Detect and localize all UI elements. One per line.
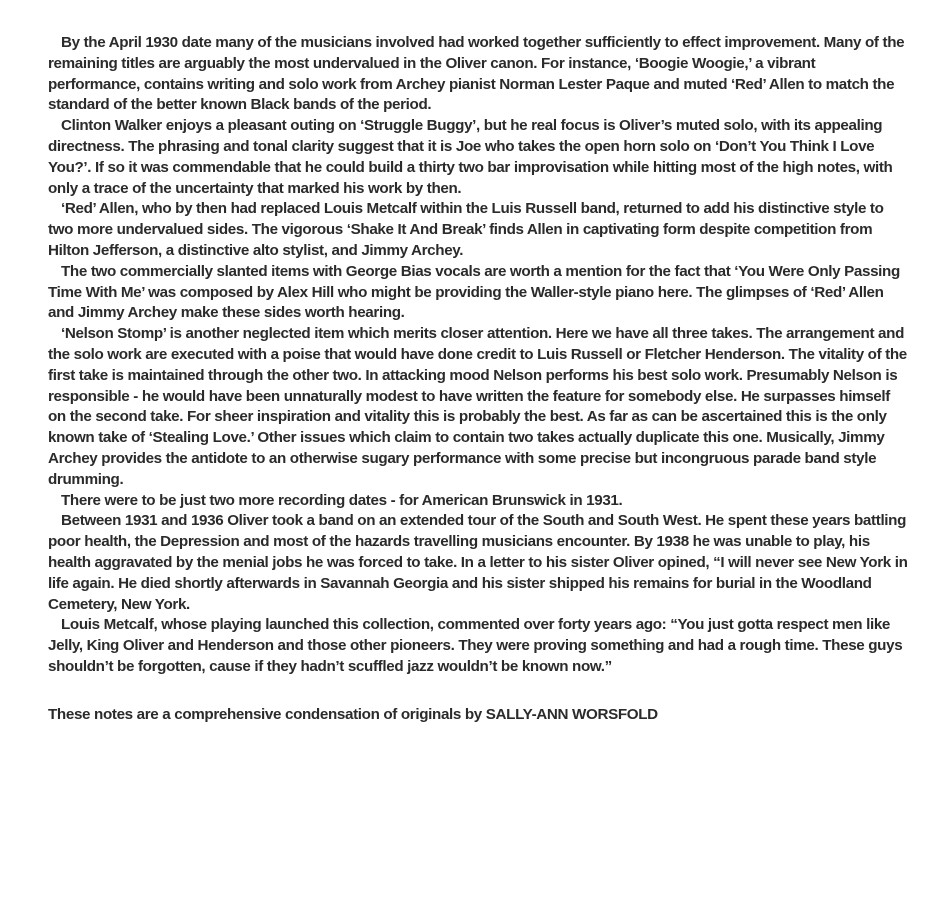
paragraph: Between 1931 and 1936 Oliver took a band on an extended tour of the South and South West. He spent these years battling poor health, the Depression and most of the hazards travelling musicians encounter. By 1938 he was unable to play, his health aggravated by the menial jobs he was forced to take. In a letter to his sister Oliver opined, “I will never see New York in life again. He died shortly afterwards in Savannah Georgia and his sister shipped his remains for burial in the Woodland Cemetery, New York. <box>48 512 908 613</box>
paragraph: ‘Red’ Allen, who by then had replaced Louis Metcalf within the Luis Russell band, returned to add his distinctive style to two more undervalued sides. The vigorous ‘Shake It And Break’ finds Allen in captivating form despite competition from Hilton Jefferson, a distinctive alto stylist, and Jimmy Archey. <box>48 200 884 259</box>
credit-line: These notes are a comprehensive condensation of originals by SALLY-ANN WORSFOLD <box>48 705 658 723</box>
paragraph: There were to be just two more recording dates - for American Brunswick in 1931. <box>61 491 623 509</box>
paragraph: ‘Nelson Stomp’ is another neglected item which merits closer attention. Here we have all three takes. The arrangement and the solo work are executed with a poise that would have done credit to Luis Russell or Fletcher Henderson. The vitality of the first take is maintained through the other two. In attacking mood Nelson performs his best solo work. Presumably Nelson is responsible - he would have been unnaturally modest to have written the feature for somebody else. He surpasses himself on the second take. For sheer inspiration and vitality this is probably the best. As far as can be ascertained this is the only known take of ‘Stealing Love.’ Other issues which claim to contain two takes actually duplicate this one. Musically, Jimmy Archey provides the antidote to an otherwise sugary performance with some precise but incongruous parade band style drumming. <box>48 325 907 488</box>
paragraph: By the April 1930 date many of the musicians involved had worked together sufficiently to effect improvement. Many of the remaining titles are arguably the most undervalued in the Oliver canon. For instance, ‘Boogie Woogie,’ a vibrant performance, contains writing and solo work from Archey pianist Norman Lester Paque and muted ‘Red’ Allen to match the standard of the better known Black bands of the period. <box>48 34 905 114</box>
paragraph: Clinton Walker enjoys a pleasant outing on ‘Struggle Buggy’, but he real focus is Oliver’s muted solo, with its appealing directness. The phrasing and tonal clarity suggest that it is Joe who takes the open horn solo on ‘Don’t You Think I Love You?’. If so it was commendable that he could build a thirty two bar improvisation while hitting most of the high notes, with only a trace of the uncertainty that marked his work by then. <box>48 117 893 197</box>
paragraph: The two commercially slanted items with George Bias vocals are worth a mention for the fact that ‘You Were Only Passing Time With Me’ was composed by Alex Hill who might be providing the Waller-style piano here. The glimpses of ‘Red’ Allen and Jimmy Archey make these sides worth hearing. <box>48 262 900 322</box>
paragraph: Louis Metcalf, whose playing launched this collection, commented over forty years ago: “You just gotta respect men like Jelly, King Oliver and Henderson and those other pioneers. They were proving something and had a rough time. These guys shouldn’t be forgotten, cause if they hadn’t scuffled jazz wouldn’t be known now.” <box>48 616 903 675</box>
liner-notes-page <box>48 33 908 726</box>
